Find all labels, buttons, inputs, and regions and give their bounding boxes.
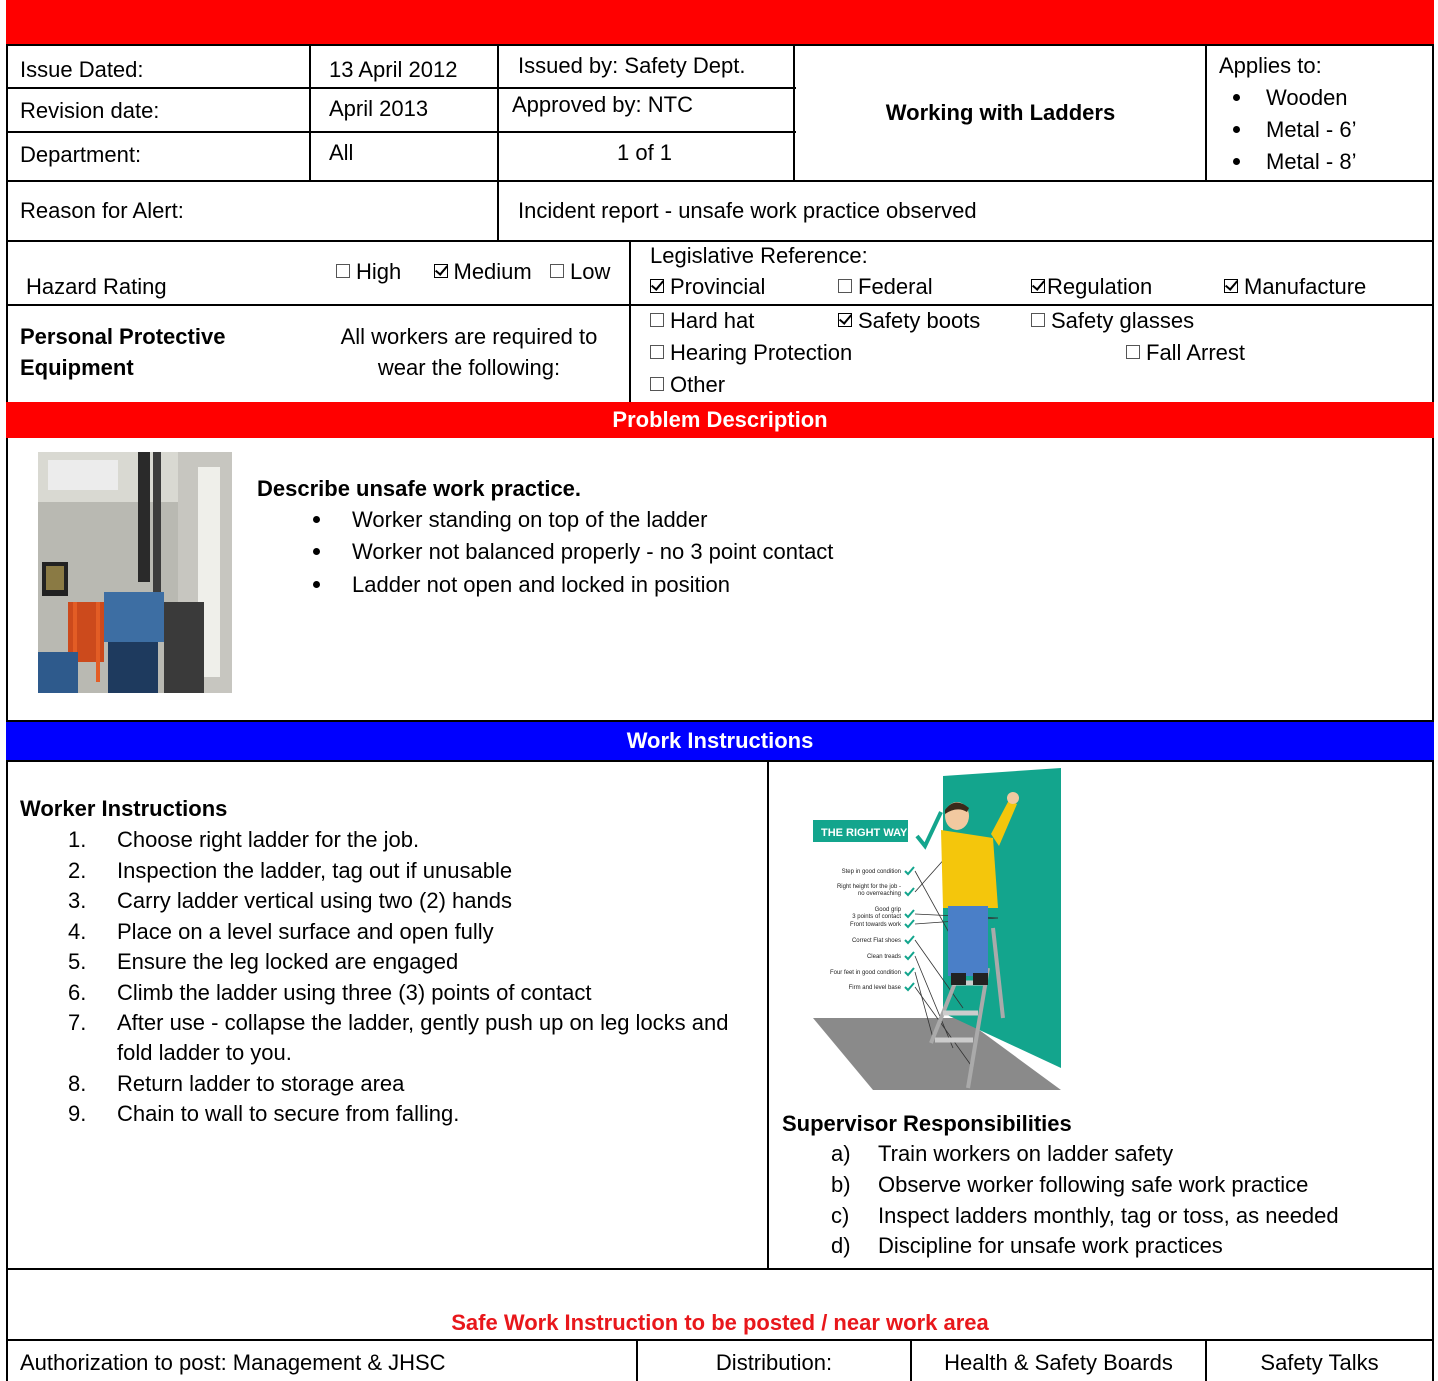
poster-label: Good grip	[874, 907, 901, 913]
work-section-title: Work Instructions	[626, 728, 814, 753]
list-item: Observe worker following safe work practice	[878, 1172, 1309, 1197]
poster-title: THE RIGHT WAY	[821, 827, 908, 839]
issue-dated-value: 13 April 2012	[329, 57, 458, 82]
legislative-federal	[838, 274, 933, 300]
list-bullet	[1233, 126, 1240, 133]
legislative-provincial	[650, 274, 765, 300]
list-bullet	[313, 548, 320, 555]
hearing-label: Hearing Protection	[670, 340, 853, 365]
revision-date-value: April 2013	[329, 96, 429, 121]
hazard-options	[336, 259, 610, 285]
list-letter: c)	[831, 1203, 850, 1228]
other-checkbox[interactable]	[650, 377, 664, 391]
distribution-label: Distribution:	[715, 1350, 833, 1375]
legislative-regulation	[1031, 274, 1152, 300]
page-number: 1 of 1	[617, 140, 673, 165]
other-label: Other	[670, 372, 726, 397]
ppe-other	[650, 372, 725, 398]
poster-label: Four feet in good condition	[829, 970, 901, 976]
ppe-hard-hat	[650, 308, 754, 334]
list-item: fold ladder to you.	[117, 1040, 292, 1065]
issued-by: Issued by: Safety Dept.	[518, 53, 746, 78]
legislative-label: Legislative Reference:	[650, 243, 868, 268]
department-value: All	[329, 140, 354, 165]
revision-date-label: Revision date:	[20, 98, 160, 123]
authorization: Authorization to post: Management & JHSC	[20, 1350, 446, 1375]
problem-section-bar	[6, 402, 1434, 438]
ppe-fall-arrest	[1126, 340, 1245, 366]
list-item: Metal - 6’	[1266, 117, 1357, 142]
safety-glasses-checkbox[interactable]	[1031, 313, 1045, 327]
list-number: 6.	[68, 980, 87, 1005]
poster-label: Front towards work	[849, 922, 901, 928]
list-number: 3.	[68, 888, 87, 913]
incident-photo	[38, 452, 232, 693]
list-item: Ladder not open and locked in position	[352, 572, 730, 597]
list-item: Metal - 8’	[1266, 149, 1357, 174]
provincial-label: Provincial	[670, 274, 766, 299]
list-letter: b)	[831, 1172, 851, 1197]
ladder-safety-poster	[813, 768, 1073, 1090]
distribution-boards: Health & Safety Boards	[944, 1350, 1173, 1375]
safety-boots-checkbox[interactable]	[838, 313, 852, 327]
list-number: 9.	[68, 1101, 87, 1126]
list-item: Inspection the ladder, tag out if unusable	[117, 858, 513, 883]
department-label: Department:	[20, 142, 142, 167]
regulation-checkbox[interactable]	[1031, 279, 1045, 293]
distribution-talks: Safety Talks	[1260, 1350, 1379, 1375]
poster-label: Firm and level base	[848, 985, 901, 991]
supervisor-heading: Supervisor Responsibilities	[782, 1111, 1072, 1136]
list-item: Discipline for unsafe work practices	[878, 1233, 1223, 1258]
list-item: Ensure the leg locked are engaged	[117, 949, 459, 974]
header-bar	[6, 0, 1434, 44]
list-number: 5.	[68, 949, 87, 974]
list-bullet	[1233, 158, 1240, 165]
low-label: Low	[570, 259, 611, 284]
hard-hat-checkbox[interactable]	[650, 313, 664, 327]
hearing-checkbox[interactable]	[650, 345, 664, 359]
issue-dated-label: Issue Dated:	[20, 57, 144, 82]
list-number: 1.	[68, 827, 87, 852]
list-letter: d)	[831, 1233, 851, 1258]
poster-label: Right height for the job -	[836, 884, 901, 890]
poster-label: Step in good condition	[841, 869, 901, 875]
posted-note: Safe Work Instruction to be posted / near work area	[451, 1310, 989, 1335]
fall-arrest-checkbox[interactable]	[1126, 345, 1140, 359]
problem-section-title: Problem Description	[612, 407, 828, 432]
poster-label: Clean treads	[866, 954, 901, 960]
approved-by: Approved by: NTC	[512, 92, 693, 117]
list-item: Carry ladder vertical using two (2) hands	[117, 888, 512, 913]
worker-instructions-heading: Worker Instructions	[20, 796, 228, 821]
list-number: 7.	[68, 1010, 87, 1035]
list-item: Place on a level surface and open fully	[117, 919, 494, 944]
list-item: Inspect ladders monthly, tag or toss, as needed	[878, 1203, 1339, 1228]
applies-to-label: Applies to:	[1219, 53, 1322, 78]
federal-label: Federal	[858, 274, 933, 299]
poster-label: no overreaching	[857, 891, 901, 897]
high-label: High	[356, 259, 402, 284]
list-item: Train workers on ladder safety	[878, 1141, 1174, 1166]
work-section-bar	[6, 722, 1434, 760]
list-number: 8.	[68, 1071, 87, 1096]
low-checkbox[interactable]	[550, 264, 564, 278]
hard-hat-label: Hard hat	[670, 308, 755, 333]
safety-boots-label: Safety boots	[858, 308, 981, 333]
list-item: Worker standing on top of the ladder	[352, 507, 708, 532]
list-number: 2.	[68, 858, 87, 883]
regulation-label: Regulation	[1047, 274, 1153, 299]
high-checkbox[interactable]	[336, 264, 350, 278]
ppe-safety-glasses	[1031, 308, 1194, 334]
reason-value: Incident report - unsafe work practice observed	[518, 198, 977, 223]
list-item: Worker not balanced properly - no 3 point contact	[352, 539, 834, 564]
poster-label: 3 points of contact	[852, 914, 901, 920]
problem-heading: Describe unsafe work practice.	[257, 476, 582, 501]
provincial-checkbox[interactable]	[650, 279, 664, 293]
list-item: Climb the ladder using three (3) points of contact	[117, 980, 592, 1005]
list-item: Chain to wall to secure from falling.	[117, 1101, 460, 1126]
ppe-label-line1: Personal Protective	[20, 324, 226, 349]
list-item: Return ladder to storage area	[117, 1071, 405, 1096]
list-item: After use - collapse the ladder, gently push up on leg locks and	[117, 1010, 729, 1035]
list-bullet	[313, 581, 320, 588]
list-bullet	[313, 516, 320, 523]
list-number: 4.	[68, 919, 87, 944]
list-item: Choose right ladder for the job.	[117, 827, 420, 852]
federal-checkbox[interactable]	[838, 279, 852, 293]
hazard-label: Hazard Rating	[26, 274, 167, 299]
ppe-note-line1: All workers are required to	[340, 324, 598, 349]
medium-checkbox[interactable]	[434, 264, 448, 278]
topic-title: Working with Ladders	[885, 100, 1116, 125]
ppe-hearing	[650, 340, 852, 366]
manufacture-label: Manufacture	[1244, 274, 1367, 299]
ppe-label-line2: Equipment	[20, 355, 134, 380]
ppe-note-line2: wear the following:	[377, 355, 561, 380]
reason-label: Reason for Alert:	[20, 198, 184, 223]
fall-arrest-label: Fall Arrest	[1146, 340, 1246, 365]
list-item: Wooden	[1266, 85, 1348, 110]
safety-glasses-label: Safety glasses	[1051, 308, 1195, 333]
list-letter: a)	[831, 1141, 851, 1166]
ppe-safety-boots	[838, 308, 980, 334]
medium-label: Medium	[453, 259, 532, 284]
legislative-manufacture	[1224, 274, 1366, 300]
manufacture-checkbox[interactable]	[1224, 279, 1238, 293]
poster-label: Correct Flat shoes	[851, 938, 901, 944]
list-bullet	[1233, 94, 1240, 101]
